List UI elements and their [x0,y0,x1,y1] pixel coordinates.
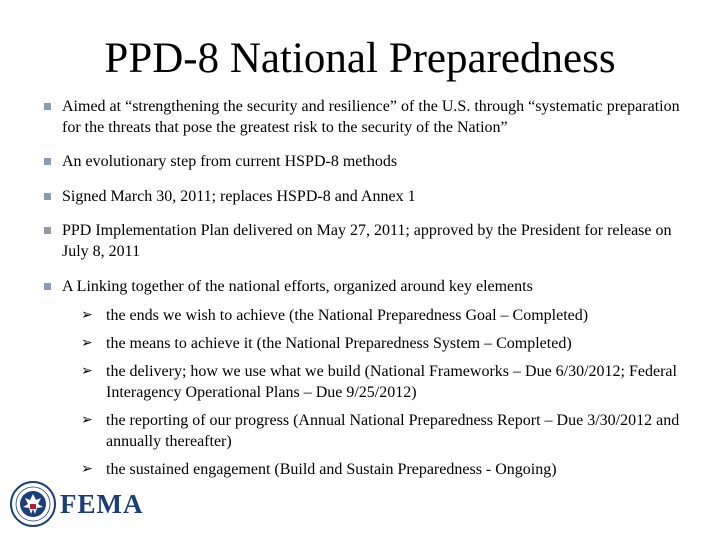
bullet-text: A Linking together of the national efforts, organized around key elements [62,278,533,295]
sub-bullet-item [81,410,686,452]
sub-bullet-text: the means to achieve it (the National Preparedness System – Completed) [106,335,572,352]
arrow-bullet-icon: ➢ [81,412,93,428]
bullet-item [62,186,682,207]
arrow-bullet-icon: ➢ [81,335,93,351]
bullet-text: An evolutionary step from current HSPD-8 methods [62,153,398,170]
sub-bullet-item [81,361,686,403]
sub-bullet-text: the sustained engagement (Build and Sustain Preparedness - Ongoing) [106,461,557,478]
arrow-bullet-icon: ➢ [81,363,93,379]
square-bullet-icon [44,158,51,165]
bullet-text: PPD Implementation Plan delivered on May 27, 2011; approved by the President for release on July 8, 2011 [62,222,672,260]
bullet-text: Aimed at “strengthening the security and resilience” of the U.S. through “systematic preparation for the threats that pose the greatest risk to the security of the Nation” [62,98,680,136]
square-bullet-icon [44,103,51,110]
sub-bullet-text: the delivery; how we use what we build (National Frameworks – Due 6/30/2012; Federal Interagency Operational Plans – Due 9/25/2012) [106,363,677,401]
sub-bullet-item [81,459,686,480]
sub-bullet-item [81,305,686,326]
fema-logo: FEMA [60,489,144,519]
sub-bullet-text: the reporting of our progress (Annual National Preparedness Report – Due 3/30/2012 and annually thereafter) [106,412,680,450]
bullet-item [62,96,682,138]
bullet-list [0,93,720,493]
square-bullet-icon [44,193,51,200]
sub-bullet-item [81,333,686,354]
arrow-bullet-icon: ➢ [81,461,93,477]
arrow-bullet-icon: ➢ [81,307,93,323]
dhs-seal-icon [10,481,56,527]
bullet-item [62,220,682,262]
bullet-text: Signed March 30, 2011; replaces HSPD-8 and Annex 1 [62,188,416,205]
bullet-item [62,151,682,172]
bullet-item [62,276,682,297]
square-bullet-icon [44,283,51,290]
square-bullet-icon [44,227,51,234]
sub-bullet-text: the ends we wish to achieve (the National Preparedness Goal – Completed) [106,307,589,324]
slide-title: PPD-8 National Preparedness [104,35,616,82]
